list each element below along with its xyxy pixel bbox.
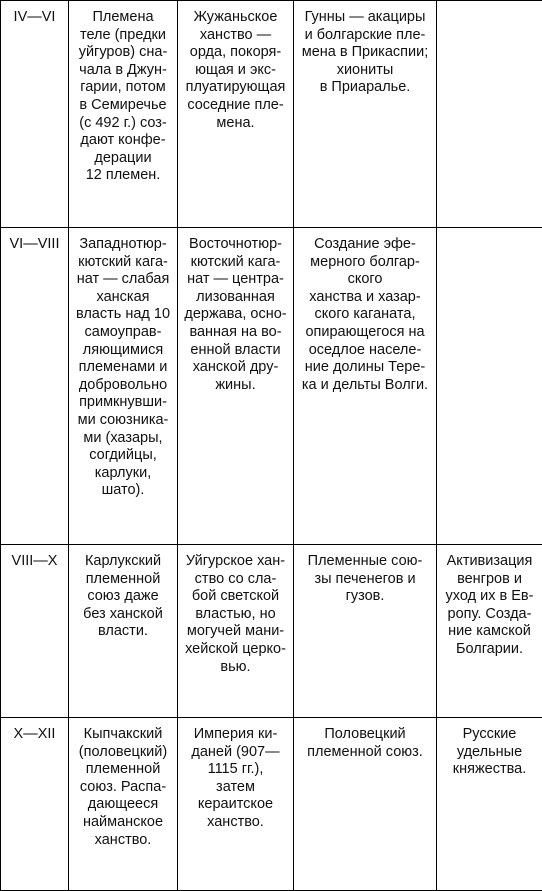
- table-cell: Восточнотюр- кютский кага- нат — центра- лизованная держава, осно- ванная на во- енной власти ханской дру- жины.: [178, 228, 294, 545]
- table-row: [1, 1, 542, 228]
- table-cell: Западнотюр- кютский кага- нат — слабая ханская власть над 10 самоуправ- ляющимися племенами и добровольно примкнувши- ми союзника- ми (хазары, согдийцы, карлуки, шато).: [69, 228, 178, 545]
- period-cell: X—XII: [1, 718, 69, 891]
- period-cell: VIII—X: [1, 545, 69, 718]
- table-cell: Племена теле (предки уйгуров) сна- чала в Джун- гарии, потом в Семиречье (с 492 г.) соз- дают конфе- дерации 12 племен.: [69, 1, 178, 228]
- table-row: [1, 228, 542, 545]
- table-cell: Жужаньское ханство — орда, покоря- ющая и экс- плуатирующая соседние пле- мена.: [178, 1, 294, 228]
- table-cell: Кыпчакский (половецкий) племенной союз. Распа- дающееся найманское ханство.: [69, 718, 178, 891]
- table-row: [1, 545, 542, 718]
- table-cell: Уйгурское хан- ство со сла- бой светской властью, но могучей мани- хейской церко- вью.: [178, 545, 294, 718]
- table-cell: Племенные сою- зы печенегов и гузов.: [294, 545, 437, 718]
- table-cell: [437, 228, 542, 545]
- table-cell: [437, 1, 542, 228]
- table-cell: Империя ки- даней (907— 1115 гг.), затем кераитское ханство.: [178, 718, 294, 891]
- period-cell: IV—VI: [1, 1, 69, 228]
- table-cell: Русские удельные княжества.: [437, 718, 542, 891]
- table-cell: Половецкий племенной союз.: [294, 718, 437, 891]
- table-row: [1, 718, 542, 891]
- table-cell: Карлукский племенной союз даже без ханской власти.: [69, 545, 178, 718]
- table-cell: Гунны — акациры и болгарские пле- мена в Прикаспии; хиониты в Приаралье.: [294, 1, 437, 228]
- period-cell: VI—VIII: [1, 228, 69, 545]
- table-cell: Создание эфе- мерного болгар- ского ханства и хазар- ского каганата, опирающегося на оседлое населе- ние долины Тере- ка и дельты Волги.: [294, 228, 437, 545]
- table-cell: Активизация венгров и уход их в Ев- ропу. Созда- ние камской Болгарии.: [437, 545, 542, 718]
